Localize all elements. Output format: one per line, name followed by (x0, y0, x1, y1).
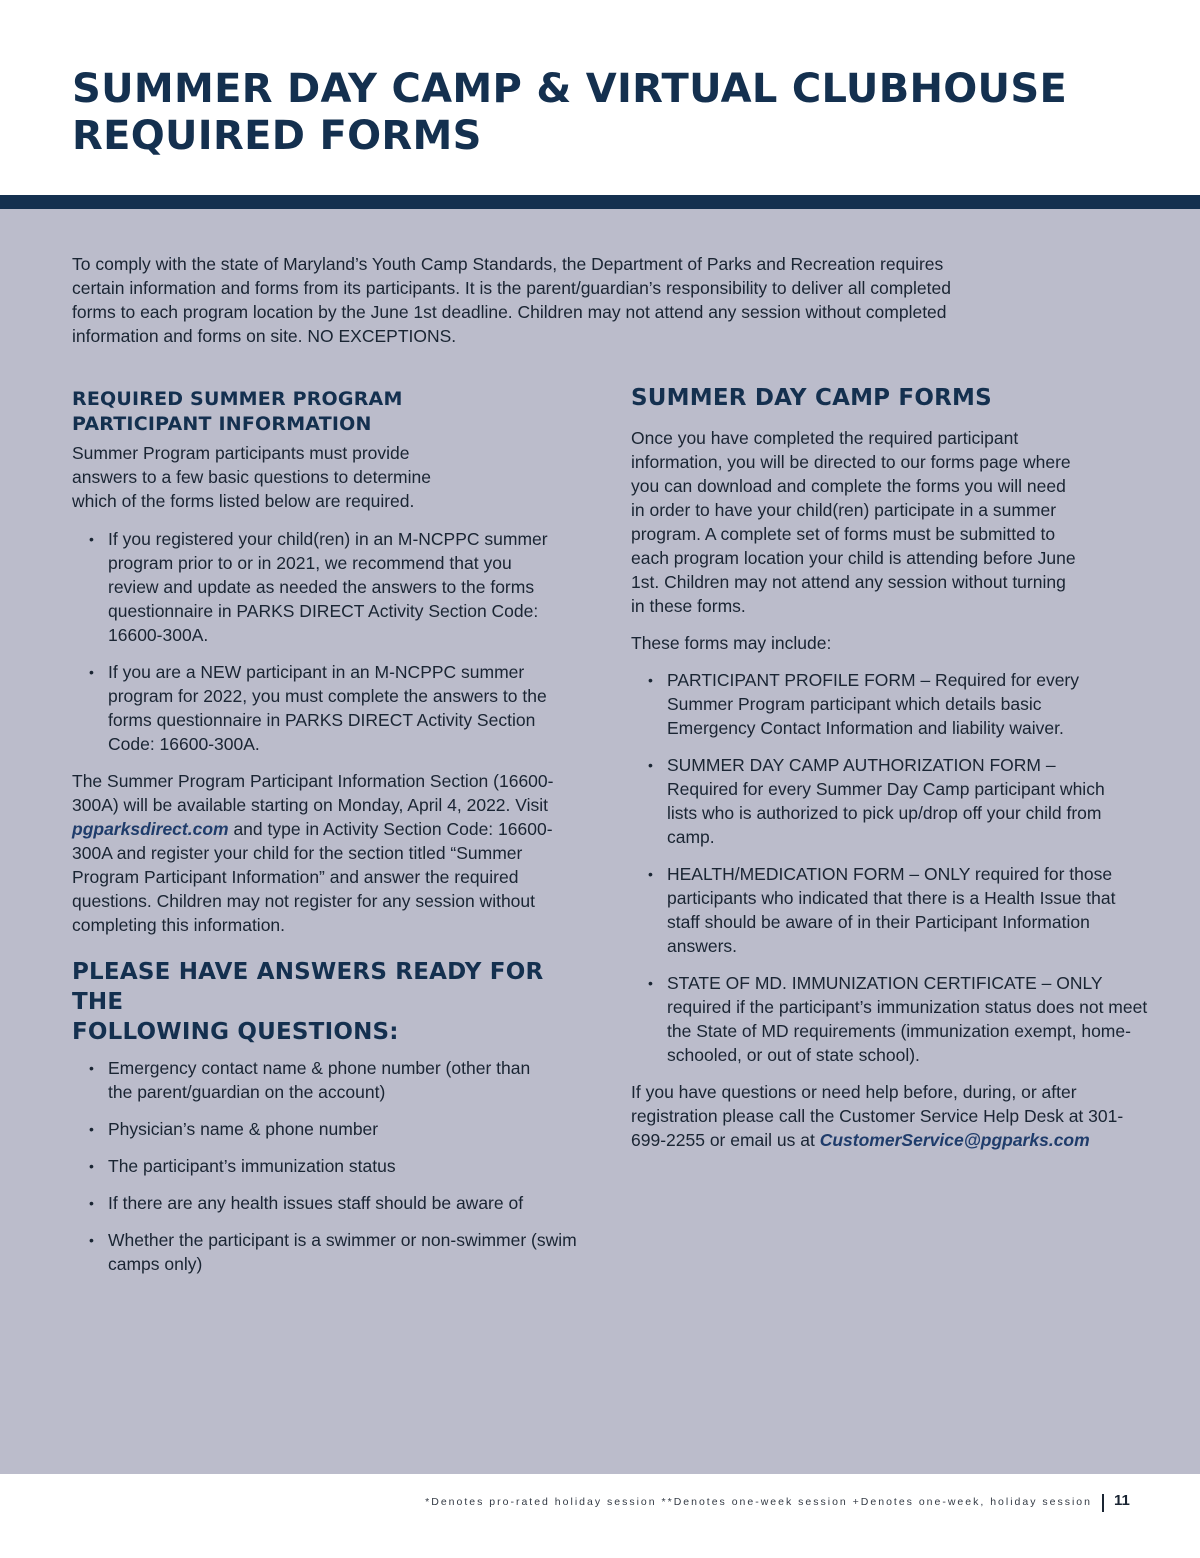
page-footer (0, 1474, 1200, 1558)
questions-heading-line-2: FOLLOWING QUESTIONS: (72, 1019, 399, 1045)
list-item-text: If you are a NEW participant in an M-NCPPC summer program for 2022, you must complete the answers to the forms questionnaire in PARKS DIRECT Activity Section Code: 16600-300A. (108, 662, 547, 754)
list-item (631, 862, 1137, 958)
page-title-line-1: SUMMER DAY CAMP & VIRTUAL CLUBHOUSE (72, 66, 1068, 112)
left-column (72, 387, 577, 1276)
content-panel (0, 209, 1200, 1474)
bullet-icon: • (89, 1060, 94, 1076)
forms-list (631, 668, 1148, 1067)
list-item-text: If you registered your child(ren) in an M-NCPPC summer program prior to or in 2021, we recommend that you review and update as needed the answers to the forms questionnaire in PARKS DIRECT Activity Section Code: 16600-300A. (108, 529, 548, 645)
list-item-text: Emergency contact name & phone number (other than the parent/guardian on the account) (108, 1058, 531, 1102)
bullet-icon: • (648, 757, 653, 773)
forms-lead: These forms may include: (631, 633, 832, 653)
page-title (72, 66, 1072, 160)
list-item (72, 1056, 548, 1104)
page-title-line-2: REQUIRED FORMS (72, 113, 482, 159)
list-item-text: SUMMER DAY CAMP AUTHORIZATION FORM – Required for every Summer Day Camp participant which lists who is authorized to pick up/drop off your child from camp. (667, 755, 1105, 847)
customer-service-email-link[interactable]: CustomerService@pgparks.com (819, 1130, 1090, 1150)
header-divider-bar (0, 195, 1200, 209)
bullet-icon: • (89, 1195, 94, 1211)
bullet-icon: • (89, 1232, 94, 1248)
participant-info-heading-line-2: PARTICIPANT INFORMATION (72, 413, 372, 435)
bullet-icon: • (648, 866, 653, 882)
questions-list (72, 1056, 577, 1276)
participant-info-heading-line-1: REQUIRED SUMMER PROGRAM (72, 388, 403, 410)
list-item (72, 1154, 562, 1178)
page-header (0, 0, 1200, 195)
list-item-text: PARTICIPANT PROFILE FORM – Required for every Summer Program participant which details basic Emergency Contact Information and liability waiver. (667, 670, 1080, 738)
bullet-icon: • (648, 975, 653, 991)
list-item-text: STATE OF MD. IMMUNIZATION CERTIFICATE – ONLY required if the participant’s immunization status does not meet the State of MD requirements (immunization exempt, home-schooled, or out of state school). (667, 973, 1148, 1065)
list-item (72, 660, 558, 756)
bullet-icon: • (89, 531, 94, 547)
list-item (631, 668, 1132, 740)
list-item-text: HEALTH/MEDICATION FORM – ONLY required for those participants who indicated that there is a Health Issue that staff should be aware of in their Participant Information answers. (667, 864, 1116, 956)
availability-text-end: and type in Activity Section Code: 16600-300A and register your child for the section titled “Summer Program Participant Information” and answer the required questions. Children may not register for any session without completing this information. (72, 819, 553, 935)
list-item-text: Whether the participant is a swimmer or non-swimmer (swim camps only) (108, 1230, 577, 1274)
list-item (631, 971, 1162, 1067)
day-camp-forms-intro: Once you have completed the required participant information, you will be directed to our forms page where you can download and complete the forms you will need in order to have your child(ren) participate in a summer program. A complete set of forms must be submitted to each program location your child is attending before June 1st. Children may not attend any session without turning in these forms. (631, 428, 1076, 616)
list-item-text: If there are any health issues staff should be aware of (108, 1193, 524, 1213)
footer-session-notes: *Denotes pro-rated holiday session **Denotes one-week session +Denotes one-week, holiday session (425, 1496, 1092, 1508)
list-item (631, 753, 1127, 849)
questions-heading (72, 957, 562, 1047)
participant-info-availability (72, 769, 557, 937)
participant-info-lead: Summer Program participants must provide answers to a few basic questions to determine which of the forms listed below are required. (72, 443, 431, 511)
list-item (72, 1228, 578, 1276)
pgparksdirect-link[interactable]: pgparksdirect.com (72, 819, 229, 839)
bullet-icon: • (89, 1158, 94, 1174)
participant-info-heading (72, 387, 562, 437)
footer-divider (1102, 1494, 1104, 1512)
questions-heading-line-1: PLEASE HAVE ANSWERS READY FOR THE (72, 959, 544, 1015)
bullet-icon: • (648, 672, 653, 688)
list-item-text: Physician’s name & phone number (108, 1119, 379, 1139)
right-column (631, 383, 1148, 1152)
list-item-text: The participant’s immunization status (108, 1156, 396, 1176)
bullet-icon: • (89, 664, 94, 680)
list-item (72, 1191, 562, 1215)
participant-info-list (72, 527, 562, 756)
availability-text-start: The Summer Program Participant Information Section (16600-300A) will be available starting on Monday, April 4, 2022. Visit (72, 771, 554, 815)
page-number: 11 (1114, 1492, 1130, 1509)
bullet-icon: • (89, 1121, 94, 1137)
list-item (72, 527, 548, 647)
help-text: If you have questions or need help before, during, or after registration please call the Customer Service Help Desk at 301-699-2255 or email us at (631, 1082, 1124, 1150)
intro-paragraph: To comply with the state of Maryland’s Youth Camp Standards, the Department of Parks and Recreation requires certain information and forms from its participants. It is the parent/guardian’s responsibility to deliver all completed forms to each program location by the June 1st deadline. Children may not attend any session without completed information and forms on site. NO EXCEPTIONS. (72, 254, 951, 346)
help-paragraph (631, 1080, 1131, 1152)
day-camp-forms-heading: SUMMER DAY CAMP FORMS (631, 385, 992, 411)
list-item (72, 1117, 562, 1141)
